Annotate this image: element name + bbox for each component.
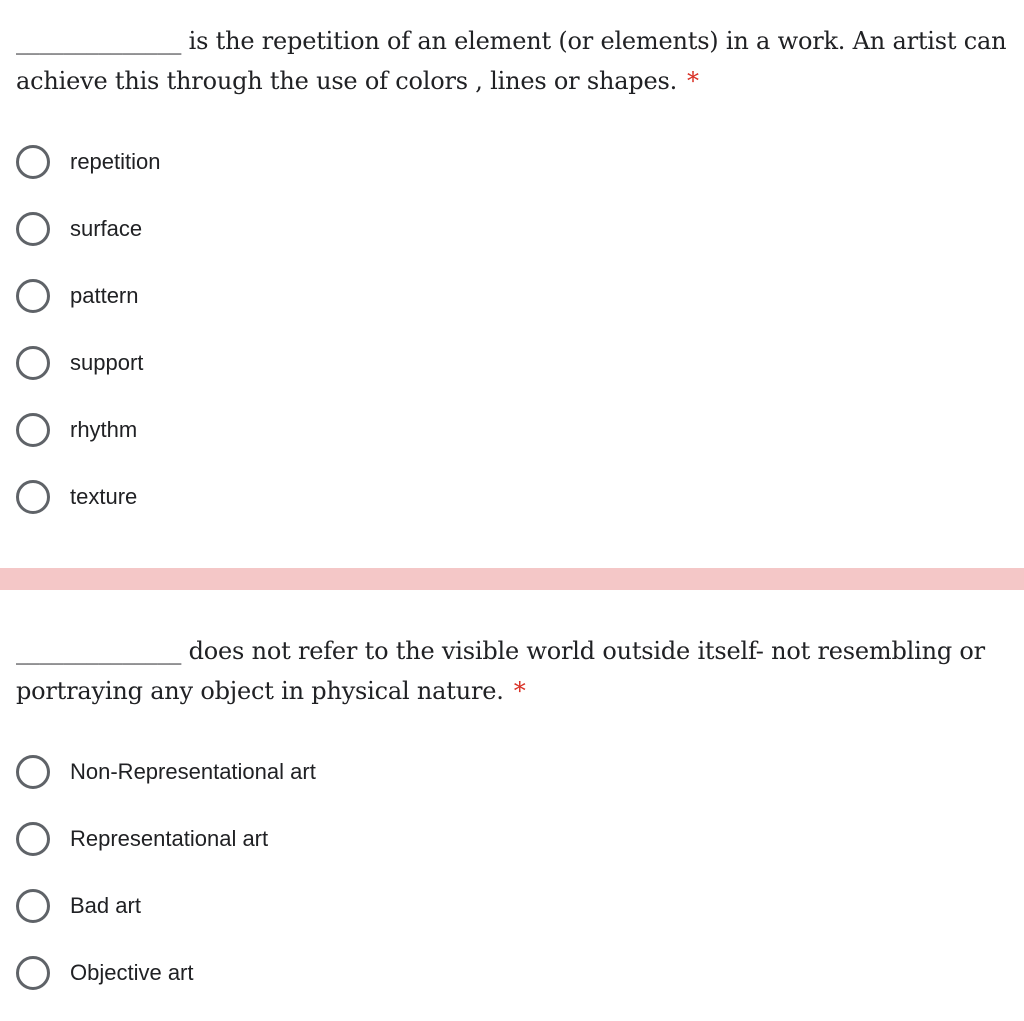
option-objective-art[interactable]	[16, 939, 316, 1006]
option-repetition[interactable]	[16, 128, 161, 195]
question-1-prompt: ______________ is the repetition of an element (or elements) in a work. An artist can achieve this through the use of colors , lines or shapes.	[16, 27, 1007, 95]
question-2-prompt: ______________ does not refer to the visible world outside itself- not resembling or portraying any object in physical nature.	[16, 637, 985, 705]
option-label: pattern	[70, 282, 139, 308]
required-asterisk: *	[513, 677, 526, 705]
radio-unchecked-icon[interactable]	[16, 822, 50, 856]
option-label: Objective art	[70, 959, 194, 985]
option-label: rhythm	[70, 416, 138, 442]
radio-unchecked-icon[interactable]	[16, 279, 50, 313]
option-support[interactable]	[16, 329, 161, 396]
option-label: Non-Representational art	[70, 758, 316, 784]
option-texture[interactable]	[16, 463, 161, 530]
radio-unchecked-icon[interactable]	[16, 145, 50, 179]
radio-unchecked-icon[interactable]	[16, 413, 50, 447]
radio-unchecked-icon[interactable]	[16, 755, 50, 789]
radio-unchecked-icon[interactable]	[16, 480, 50, 514]
option-label: support	[70, 349, 144, 375]
question-2-text	[16, 631, 1010, 711]
radio-unchecked-icon[interactable]	[16, 956, 50, 990]
radio-unchecked-icon[interactable]	[16, 212, 50, 246]
question-1-options	[16, 128, 161, 530]
section-divider	[0, 568, 1024, 590]
option-label: Bad art	[70, 892, 141, 918]
option-bad-art[interactable]	[16, 872, 316, 939]
option-representational-art[interactable]	[16, 805, 316, 872]
radio-unchecked-icon[interactable]	[16, 889, 50, 923]
radio-unchecked-icon[interactable]	[16, 346, 50, 380]
option-label: surface	[70, 215, 143, 241]
option-rhythm[interactable]	[16, 396, 161, 463]
option-surface[interactable]	[16, 195, 161, 262]
question-1-text	[16, 21, 1010, 101]
option-label: repetition	[70, 148, 161, 174]
option-non-representational-art[interactable]	[16, 738, 316, 805]
option-pattern[interactable]	[16, 262, 161, 329]
question-2-options	[16, 738, 316, 1006]
option-label: Representational art	[70, 825, 269, 851]
required-asterisk: *	[687, 67, 699, 95]
option-label: texture	[70, 483, 138, 509]
